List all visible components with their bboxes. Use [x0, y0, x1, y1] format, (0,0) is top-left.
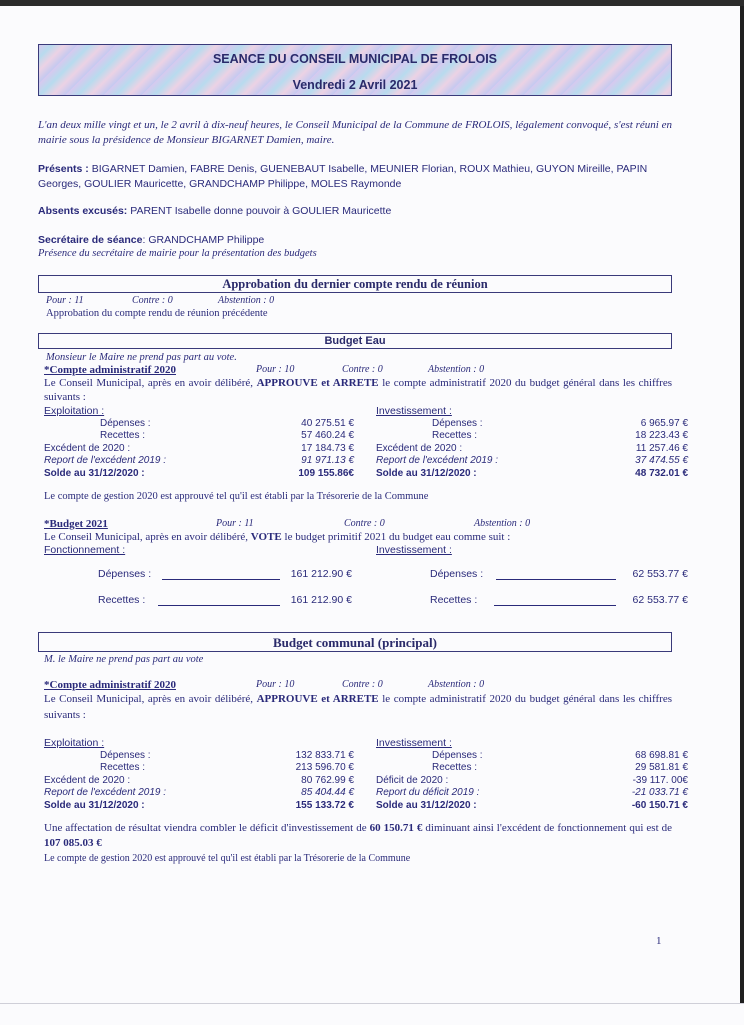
presents-label: Présents : — [38, 163, 89, 175]
communal-ca-text: Le Conseil Municipal, après en avoir délibéré, APPROUVE et ARRETE le compte administratif 2020 du budget général dans les chiffres suivants : — [44, 693, 673, 721]
communal-ca-title: *Compte administratif 2020 — [44, 679, 176, 691]
vote-abstention: Abstention : 0 — [218, 295, 275, 306]
presents-list: BIGARNET Damien, FABRE Denis, GUENEBAUT Isabelle, MEUNIER Florian, ROUX Mathieu, GUYON Mireille, PAPIN Georges, GOULIER Mauricette, GRANDCHAMP Philippe, MOLES Raymonde — [38, 163, 648, 190]
eau-ca-header — [44, 364, 672, 376]
eau-bp-header — [44, 518, 672, 530]
page-number: 1 — [656, 935, 662, 947]
title-banner — [38, 44, 672, 96]
approbation-text: Approbation du compte rendu de réunion précédente — [46, 308, 268, 319]
communal-ca-figures — [44, 737, 688, 817]
eau-bp-sections: Fonctionnement : Investissement : — [44, 544, 452, 556]
communal-investissement-col: Investissement : Dépenses : 68 698.81 € Recettes : 29 581.81 € Déficit de 2020 : -39 117. 00€ Report du déficit 2019 : -21 033.71 € Solde au 31/12/2020 : -60 150.71 € — [376, 737, 688, 811]
meeting-date: Vendredi 2 Avril 2021 — [292, 78, 418, 92]
eau-ca-abstention: Abstention : 0 — [428, 364, 485, 375]
scan-edge-bottom — [0, 1003, 744, 1025]
communal-note: M. le Maire ne prend pas part au vote — [44, 654, 204, 665]
vote-pour: Pour : 11 — [46, 295, 84, 306]
section-approbation: Approbation du dernier compte rendu de réunion — [38, 275, 672, 293]
eau-bp-pour: Pour : 11 — [216, 518, 254, 529]
eau-bp-abstention: Abstention : 0 — [474, 518, 531, 529]
eau-bp-recettes: Recettes : 161 212.90 € Recettes : 62 553.77 € — [98, 594, 688, 606]
secretaire-paragraph — [38, 233, 672, 248]
eau-bp-text: Le Conseil Municipal, après en avoir délibéré, VOTE le budget primitif 2021 du budget eau comme suit : — [44, 531, 511, 543]
eau-gestion-text: Le compte de gestion 2020 est approuvé tel qu'il est établi par la Trésorerie de la Commune — [44, 491, 429, 502]
vote-contre: Contre : 0 — [132, 295, 173, 306]
eau-bp-title: *Budget 2021 — [44, 518, 108, 530]
communal-gestion-text: Le compte de gestion 2020 est approuvé tel qu'il est établi par la Trésorerie de la Commune — [44, 853, 411, 864]
secretaire-note: Présence du secrétaire de mairie pour la présentation des budgets — [38, 248, 317, 259]
communal-exploitation-col: Exploitation : Dépenses : 132 833.71 € Recettes : 213 596.70 € Excédent de 2020 : 80 762.99 € Report de l'excédent 2019 : 85 404.44 € Solde au 31/12/2020 : 155 133.72 € — [44, 737, 354, 811]
secretaire-label: Secrétaire de séance — [38, 234, 143, 246]
eau-ca-figures — [44, 405, 688, 485]
scan-edge-top — [0, 0, 744, 6]
document-title: SEANCE DU CONSEIL MUNICIPAL DE FROLOIS — [212, 52, 498, 66]
document-page — [38, 44, 688, 864]
eau-bp-depenses: Dépenses : 161 212.90 € Dépenses : 62 553.77 € — [98, 568, 688, 580]
eau-ca-contre: Contre : 0 — [342, 364, 383, 375]
communal-ca-header — [44, 679, 672, 691]
eau-bp-contre: Contre : 0 — [344, 518, 385, 529]
communal-affectation-text: Une affectation de résultat viendra combler le déficit d'investissement de 60 150.71 € diminuant ainsi l'excédent de fonctionnement qui est de 107 085.03 € — [44, 822, 673, 849]
budget-eau-note: Monsieur le Maire ne prend pas part au vote. — [46, 352, 237, 363]
absents-text: PARENT Isabelle donne pouvoir à GOULIER Mauricette — [130, 205, 392, 217]
secretaire-name: : GRANDCHAMP Philippe — [142, 234, 265, 246]
section-budget-eau: Budget Eau — [38, 333, 672, 349]
communal-ca-abstention: Abstention : 0 — [428, 679, 485, 690]
eau-ca-pour: Pour : 10 — [256, 364, 295, 375]
eau-ca-title: *Compte administratif 2020 — [44, 364, 176, 376]
intro-paragraph: L'an deux mille vingt et un, le 2 avril à dix-neuf heures, le Conseil Municipal de la Commune de FROLOIS, légalement convoqué, s'est réuni en mairie sous la présidence de Monsieur BIGARNET Damien, maire. — [38, 119, 672, 146]
communal-ca-contre: Contre : 0 — [342, 679, 383, 690]
eau-investissement-col: Investissement : Dépenses : 6 965.97 € Recettes : 18 223.43 € Excédent de 2020 : 11 257.46 € Report de l'excédent 2019 : 37 474.55 € Solde au 31/12/2020 : 48 732.01 € — [376, 405, 688, 479]
absents-label: Absents excusés: — [38, 205, 128, 217]
eau-ca-text: Le Conseil Municipal, après en avoir délibéré, APPROUVE et ARRETE le compte administratif 2020 du budget général dans les chiffres suivants : — [44, 377, 673, 403]
eau-exploitation-col: Exploitation : Dépenses : 40 275.51 € Recettes : 57 460.24 € Excédent de 2020 : 17 184.73 € Report de l'excédent 2019 : 91 971.13 € Solde au 31/12/2020 : 109 155.86€ — [44, 405, 354, 479]
communal-ca-pour: Pour : 10 — [256, 679, 295, 690]
section-budget-communal: Budget communal (principal) — [38, 632, 672, 652]
scan-edge-right — [740, 6, 744, 1003]
presents-paragraph — [38, 162, 672, 192]
approbation-votes — [38, 295, 672, 306]
absents-paragraph — [38, 204, 672, 219]
